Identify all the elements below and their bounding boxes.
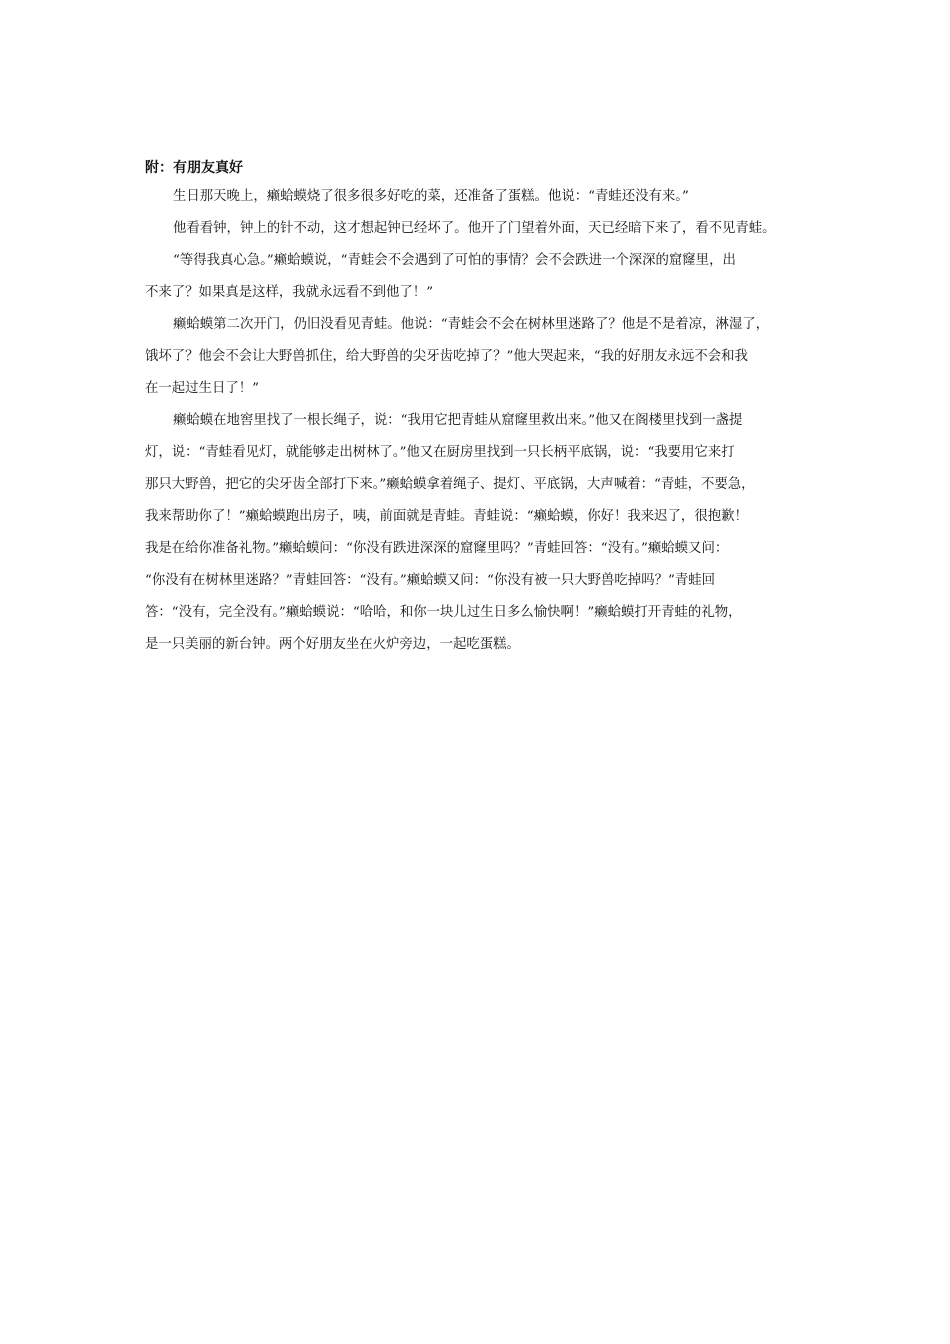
document-body: [145, 157, 815, 661]
document-title: 附：有朋友真好: [145, 160, 243, 176]
text-line: 在一起过生日了！”: [145, 381, 259, 396]
text-line: 灯，说：“青蛙看见灯，就能够走出树林了。”他又在厨房里找到一只长柄平底锅，说：“我要用它来打: [145, 445, 735, 460]
text-line: 我来帮助你了！”癞蛤蟆跑出房子，咦，前面就是青蛙。青蛙说：“癞蛤蟆，你好！我来迟了，很抱歉！: [145, 509, 748, 524]
text-line: 癞蛤蟆第二次开门，仍旧没看见青蛙。他说：“青蛙会不会在树林里迷路了？他是不是着凉，淋湿了，: [173, 317, 770, 332]
text-line: 那只大野兽，把它的尖牙齿全部打下来。”癞蛤蟆拿着绳子、提灯、平底锅，大声喊着：“青蛙，不要急，: [145, 477, 755, 492]
text-line: 我是在给你准备礼物。”癞蛤蟆问：“你没有跌进深深的窟窿里吗？”青蛙回答：“没有。”癞蛤蟆又问：: [145, 541, 729, 556]
text-line: 答：“没有，完全没有。”癞蛤蟆说：“哈哈，和你一块儿过生日多么愉快啊！”癞蛤蟆打开青蛙的礼物，: [145, 605, 742, 620]
story-text: [145, 181, 815, 661]
text-line: 癞蛤蟆在地窖里找了一根长绳子，说：“我用它把青蛙从窟窿里救出来。”他又在阁楼里找到一盏提: [173, 413, 743, 428]
text-line: “等得我真心急。”癞蛤蟆说，“青蛙会不会遇到了可怕的事情？会不会跌进一个深深的窟窿里，出: [173, 253, 736, 268]
text-line: 他看看钟，钟上的针不动，这才想起钟已经坏了。他开了门望着外面，天已经暗下来了，看不见青蛙。: [173, 221, 776, 236]
text-line: “你没有在树林里迷路？”青蛙回答：“没有。”癞蛤蟆又问：“你没有被一只大野兽吃掉吗？”青蛙回: [145, 573, 715, 588]
text-line: 是一只美丽的新台钟。两个好朋友坐在火炉旁边，一起吃蛋糕。: [145, 637, 520, 652]
text-line: 不来了？如果真是这样，我就永远看不到他了！”: [145, 285, 434, 300]
text-line: 饿坏了？他会不会让大野兽抓住，给大野兽的尖牙齿吃掉了？”他大哭起来，“我的好朋友永远不会和我: [145, 349, 748, 364]
text-line: 生日那天晚上，癞蛤蟆烧了很多很多好吃的菜，还准备了蛋糕。他说：“青蛙还没有来。”: [173, 189, 689, 204]
